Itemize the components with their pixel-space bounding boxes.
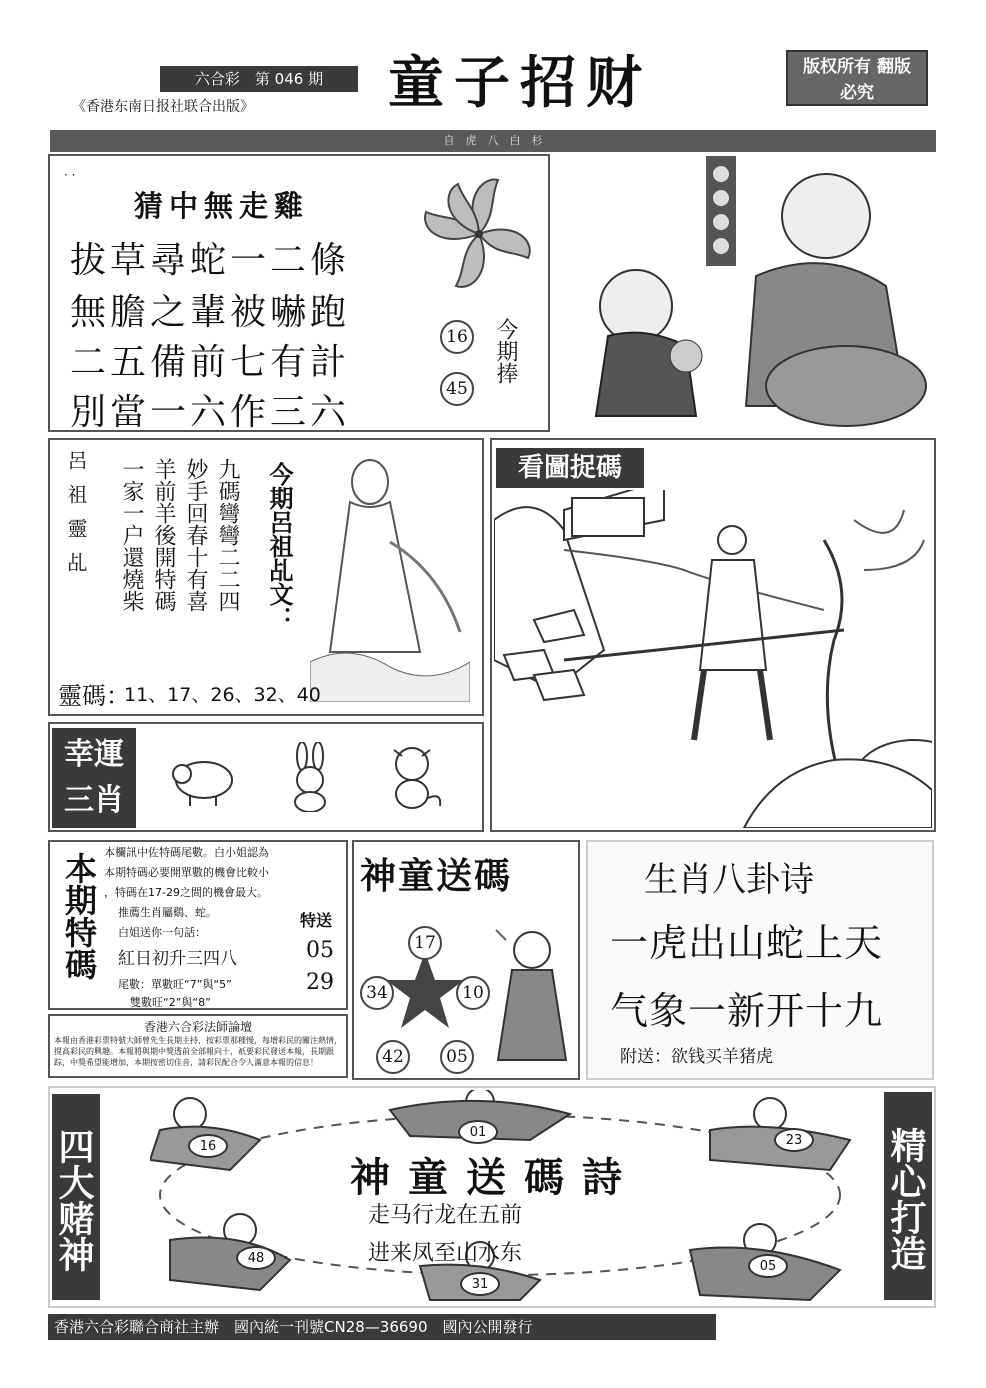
riddle-number-45: 45	[440, 372, 474, 406]
header-strip: 自 虎 八 白 杉	[50, 130, 936, 152]
immortal-figure-illustration	[310, 452, 470, 702]
lucky-label-line-2: 三肖	[64, 783, 124, 818]
sheep-icon	[170, 752, 240, 808]
special-send-label: 特送	[300, 911, 333, 930]
footer: 香港六合彩聯合商社主辦 國內統一刊號CN28—36690 國內公開發行	[48, 1314, 716, 1340]
picture-label: 看圖捉碼	[496, 448, 644, 488]
lvzu-side-label: 呂祖靈乩	[64, 450, 88, 586]
special-text-1: 本欄訊中佐特碼尾數。白小姐認為	[104, 846, 269, 859]
lvzu-title: 今期呂祖乩文：	[265, 462, 294, 630]
gamblers-left-label: 四大赌神	[52, 1094, 100, 1300]
gambler-number-48: 48	[236, 1246, 276, 1270]
riddle-line-2: 無膽之輩被嚇跑	[70, 292, 351, 333]
riddle-heading: 猜中無走雞	[134, 189, 310, 223]
special-tail-1: 尾數：單數旺“7”與“5”	[118, 978, 232, 991]
gambler-number-16: 16	[188, 1134, 228, 1158]
special-text-3: ，特碼在17-29之間的機會最大。	[104, 886, 268, 899]
notice-box	[48, 1014, 348, 1078]
divine-number-10: 10	[456, 976, 490, 1010]
gamblers-poem-line-1: 走马行龙在五前	[368, 1203, 523, 1228]
divine-number-42: 42	[376, 1040, 410, 1074]
bauhinia-flower-icon	[412, 170, 546, 300]
lvzu-codes: 11、17、26、32、40	[124, 684, 321, 706]
gamblers-poem-title: 神童送碼詩	[350, 1154, 640, 1201]
page-title: 童子招财	[388, 50, 652, 116]
gambler-number-05: 05	[748, 1254, 788, 1278]
poem-line-1: 一虎出山蛇上天	[610, 921, 884, 965]
special-saying: 紅日初升三四八	[118, 949, 237, 969]
divine-title: 神童送碼	[360, 855, 513, 897]
riddle-number-16: 16	[440, 320, 474, 354]
gambler-number-23: 23	[774, 1128, 814, 1152]
lucky-label-line-1: 幸運	[64, 737, 124, 772]
gambler-number-01: 01	[458, 1120, 498, 1144]
issue-label: 六合彩 第 046 期	[160, 66, 358, 92]
riddle-line-4: 別當一六作三六	[70, 392, 351, 433]
poem-line-2: 气象一新开十九	[610, 989, 884, 1033]
divine-number-17: 17	[408, 926, 442, 960]
dragon-icon	[384, 742, 444, 818]
gamblers-poem-line-2: 进来凤至山水东	[368, 1241, 523, 1266]
riddle-side-label: 今期捧	[493, 318, 518, 384]
lvzu-column-3: 妙手回春十有喜	[183, 458, 208, 612]
notice-title: 香港六合彩法師論壇	[143, 1020, 252, 1034]
lvzu-code-label: 靈碼：	[58, 682, 130, 710]
special-text-4: 推薦生肖屬鷄、蛇。	[118, 906, 217, 919]
riddle-line-3: 二五備前七有計	[70, 342, 351, 383]
special-text-5: 白姐送你一句話：	[118, 926, 206, 939]
star-icon	[384, 950, 466, 1032]
child-figure-illustration	[486, 920, 576, 1070]
scene-illustration	[494, 490, 932, 828]
gamblers-right-label: 精心打造	[884, 1092, 932, 1300]
gambler-number-31: 31	[460, 1272, 500, 1296]
special-num-2: 29	[306, 970, 334, 995]
riddle-line-1: 拔草尋蛇一二條	[70, 240, 351, 281]
riddle-dots: · ·	[64, 168, 76, 182]
divine-number-34: 34	[360, 976, 394, 1010]
publisher: 《香港东南日报社联合出版》	[72, 99, 254, 115]
lucky-label	[52, 728, 136, 828]
special-text-2: 本期特碼必要開單數的機會比較小	[104, 866, 269, 879]
copyright-stamp: 版权所有 翻版必究	[786, 50, 928, 106]
children-fortune-illustration	[556, 156, 936, 434]
lvzu-column-4: 九碼彎彎二二四	[215, 458, 240, 612]
notice-body: 本報由香港彩票特號大師曾先生長期主持，按彩票那種慢，每增彩民的關注熱情，提高彩民的興趣。本報將與期中獎透前全部報向十，祇要彩民發送本報，長期跟踪，中獎希望能增加，本期按密切佳音，請彩民配合令人滿意本報的信息！	[54, 1036, 342, 1067]
lvzu-column-1: 一家一户還燒柴	[119, 458, 144, 612]
rabbit-icon	[286, 742, 336, 812]
special-side-label: 本期特碼	[60, 852, 98, 980]
poem-title: 生肖八卦诗	[644, 860, 814, 900]
lvzu-column-2: 羊前羊後開特碼	[151, 458, 176, 612]
poem-extra: 附送：欲钱买羊猪虎	[620, 1047, 773, 1067]
special-num-1: 05	[306, 938, 334, 963]
divine-number-05: 05	[440, 1040, 474, 1074]
special-tail-2: 雙數旺“2”與“8”	[130, 996, 211, 1009]
